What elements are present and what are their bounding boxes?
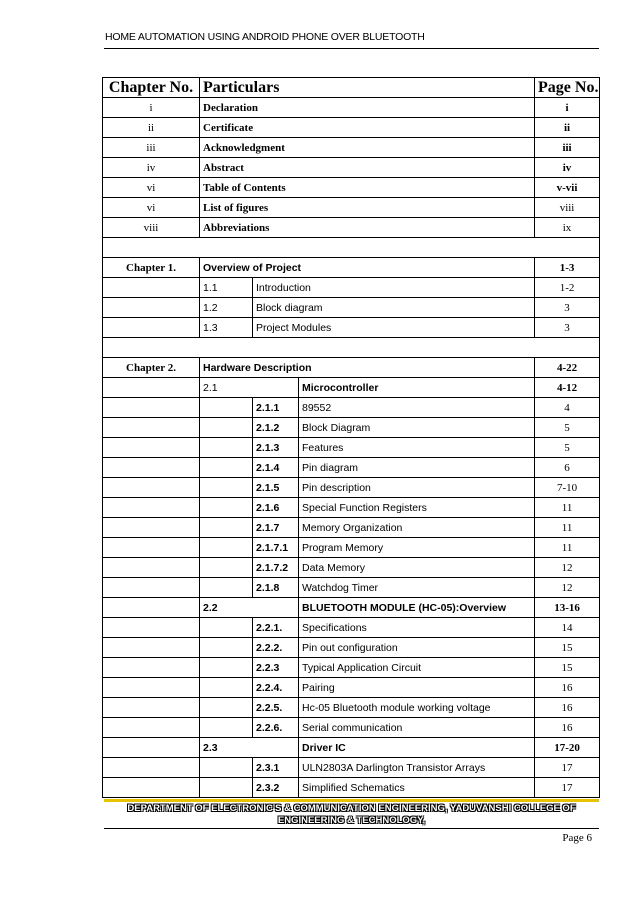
footer-band — [104, 799, 599, 802]
section-title: Project Modules — [253, 318, 535, 338]
empty-cell — [103, 598, 200, 618]
chapter-page: 4-22 — [535, 358, 600, 378]
empty-cell — [103, 558, 200, 578]
empty-cell — [103, 758, 200, 778]
subsection-title: Pairing — [299, 678, 535, 698]
subsection-row — [103, 478, 600, 498]
spacer-row — [103, 238, 600, 258]
subsection-row — [103, 538, 600, 558]
subsection-number: 2.2.6. — [253, 718, 299, 738]
empty-cell — [103, 778, 200, 798]
empty-cell — [103, 418, 200, 438]
subsection-number: 2.1.7.1 — [253, 538, 299, 558]
empty-cell — [200, 438, 253, 458]
subsection-title: Pin description — [299, 478, 535, 498]
section-row — [103, 378, 600, 398]
front-matter-title: List of figures — [200, 198, 535, 218]
empty-cell — [103, 578, 200, 598]
empty-cell — [200, 478, 253, 498]
subsection-page: 11 — [535, 538, 600, 558]
empty-cell — [103, 378, 200, 398]
empty-cell — [200, 658, 253, 678]
chapter-title: Hardware Description — [200, 358, 535, 378]
front-matter-number: vi — [103, 178, 200, 198]
chapter-label: Chapter 1. — [103, 258, 200, 278]
subsection-page: 14 — [535, 618, 600, 638]
front-matter-title: Abbreviations — [200, 218, 535, 238]
chapter-row — [103, 358, 600, 378]
front-matter-page: v-vii — [535, 178, 600, 198]
empty-cell — [103, 498, 200, 518]
subsection-row — [103, 518, 600, 538]
front-matter-title: Acknowledgment — [200, 138, 535, 158]
section-page: 3 — [535, 298, 600, 318]
subsection-page: 12 — [535, 578, 600, 598]
front-matter-number: ii — [103, 118, 200, 138]
section-title: Block diagram — [253, 298, 535, 318]
front-matter-row — [103, 158, 600, 178]
subsection-row — [103, 778, 600, 798]
front-matter-number: iv — [103, 158, 200, 178]
empty-cell — [200, 538, 253, 558]
section-title: Microcontroller — [299, 378, 535, 398]
section-row — [103, 598, 600, 618]
front-matter-page: ix — [535, 218, 600, 238]
subsection-row — [103, 458, 600, 478]
section-row — [103, 738, 600, 758]
subsection-number: 2.2.1. — [253, 618, 299, 638]
front-matter-page: viii — [535, 198, 600, 218]
subsection-title: ULN2803A Darlington Transistor Arrays — [299, 758, 535, 778]
subsection-number: 2.1.5 — [253, 478, 299, 498]
subsection-title: Typical Application Circuit — [299, 658, 535, 678]
section-row — [103, 318, 600, 338]
subsection-number: 2.2.3 — [253, 658, 299, 678]
subsection-title: Memory Organization — [299, 518, 535, 538]
header-rule — [104, 48, 599, 49]
department-footer — [104, 803, 599, 827]
subsection-number: 2.2.4. — [253, 678, 299, 698]
subsection-number: 2.1.8 — [253, 578, 299, 598]
empty-cell — [103, 438, 200, 458]
subsection-row — [103, 698, 600, 718]
empty-cell — [103, 738, 200, 758]
subsection-number: 2.1.7.2 — [253, 558, 299, 578]
empty-cell — [103, 398, 200, 418]
front-matter-number: iii — [103, 138, 200, 158]
subsection-number: 2.2.5. — [253, 698, 299, 718]
empty-cell — [200, 418, 253, 438]
front-matter-title: Abstract — [200, 158, 535, 178]
footer-rule — [104, 828, 599, 829]
front-matter-title: Table of Contents — [200, 178, 535, 198]
section-number: 1.3 — [200, 318, 253, 338]
empty-cell — [200, 558, 253, 578]
front-matter-row — [103, 118, 600, 138]
empty-cell — [200, 678, 253, 698]
front-matter-page: iv — [535, 158, 600, 178]
subsection-page: 5 — [535, 438, 600, 458]
section-title: BLUETOOTH MODULE (HC-05):Overview — [299, 598, 535, 618]
subsection-row — [103, 498, 600, 518]
front-matter-row — [103, 98, 600, 118]
page-number: Page 6 — [562, 832, 592, 844]
subsection-page: 7-10 — [535, 478, 600, 498]
empty-cell — [200, 618, 253, 638]
empty-cell — [200, 718, 253, 738]
section-number: 2.1 — [200, 378, 299, 398]
empty-cell — [200, 398, 253, 418]
chapter-column-header: Chapter No. — [103, 78, 200, 98]
empty-cell — [103, 278, 200, 298]
empty-cell — [103, 718, 200, 738]
subsection-number: 2.1.7 — [253, 518, 299, 538]
subsection-title: Special Function Registers — [299, 498, 535, 518]
empty-cell — [103, 698, 200, 718]
subsection-title: Pin out configuration — [299, 638, 535, 658]
table-header-row — [103, 78, 600, 98]
footer-line-2: ENGINEERING & TECHNOLOGY, — [277, 815, 426, 826]
empty-cell — [103, 638, 200, 658]
subsection-page: 6 — [535, 458, 600, 478]
subsection-title: Watchdog Timer — [299, 578, 535, 598]
subsection-number: 2.2.2. — [253, 638, 299, 658]
subsection-number: 2.1.2 — [253, 418, 299, 438]
subsection-page: 15 — [535, 638, 600, 658]
front-matter-row — [103, 178, 600, 198]
subsection-page: 17 — [535, 778, 600, 798]
chapter-page: 1-3 — [535, 258, 600, 278]
subsection-row — [103, 718, 600, 738]
subsection-page: 5 — [535, 418, 600, 438]
subsection-page: 16 — [535, 698, 600, 718]
front-matter-page: ii — [535, 118, 600, 138]
section-page: 4-12 — [535, 378, 600, 398]
footer-line-1: DEPARTMENT OF ELECTRONIC'S & COMMUNICATION ENGINEERING, YADUVANSHI COLLEGE OF — [127, 803, 576, 814]
subsection-title: Serial communication — [299, 718, 535, 738]
subsection-title: 89552 — [299, 398, 535, 418]
subsection-number: 2.1.3 — [253, 438, 299, 458]
front-matter-row — [103, 138, 600, 158]
subsection-title: Data Memory — [299, 558, 535, 578]
subsection-title: Pin diagram — [299, 458, 535, 478]
section-page: 1-2 — [535, 278, 600, 298]
section-page: 17-20 — [535, 738, 600, 758]
front-matter-title: Declaration — [200, 98, 535, 118]
chapter-row — [103, 258, 600, 278]
front-matter-number: vi — [103, 198, 200, 218]
subsection-title: Hc-05 Bluetooth module working voltage — [299, 698, 535, 718]
empty-cell — [103, 518, 200, 538]
subsection-number: 2.1.4 — [253, 458, 299, 478]
section-number: 2.3 — [200, 738, 299, 758]
subsection-page: 16 — [535, 678, 600, 698]
subsection-number: 2.3.1 — [253, 758, 299, 778]
empty-cell — [200, 758, 253, 778]
subsection-row — [103, 618, 600, 638]
subsection-page: 11 — [535, 518, 600, 538]
page-column-header: Page No. — [535, 78, 600, 98]
subsection-page: 15 — [535, 658, 600, 678]
subsection-page: 4 — [535, 398, 600, 418]
subsection-title: Features — [299, 438, 535, 458]
section-number: 1.1 — [200, 278, 253, 298]
subsection-row — [103, 398, 600, 418]
subsection-page: 17 — [535, 758, 600, 778]
subsection-row — [103, 638, 600, 658]
empty-cell — [103, 298, 200, 318]
section-row — [103, 298, 600, 318]
empty-cell — [200, 698, 253, 718]
section-number: 2.2 — [200, 598, 299, 618]
subsection-row — [103, 438, 600, 458]
subsection-row — [103, 558, 600, 578]
subsection-row — [103, 758, 600, 778]
section-row — [103, 278, 600, 298]
empty-cell — [103, 318, 200, 338]
subsection-title: Specifications — [299, 618, 535, 638]
front-matter-row — [103, 198, 600, 218]
empty-cell — [103, 618, 200, 638]
subsection-row — [103, 658, 600, 678]
subsection-number: 2.3.2 — [253, 778, 299, 798]
subsection-page: 12 — [535, 558, 600, 578]
table-of-contents — [102, 77, 600, 798]
chapter-title: Overview of Project — [200, 258, 535, 278]
empty-cell — [103, 658, 200, 678]
empty-cell — [200, 498, 253, 518]
subsection-title: Block Diagram — [299, 418, 535, 438]
subsection-page: 16 — [535, 718, 600, 738]
section-title: Introduction — [253, 278, 535, 298]
empty-cell — [200, 458, 253, 478]
empty-cell — [103, 678, 200, 698]
subsection-row — [103, 678, 600, 698]
subsection-row — [103, 418, 600, 438]
front-matter-row — [103, 218, 600, 238]
chapter-label: Chapter 2. — [103, 358, 200, 378]
subsection-number: 2.1.6 — [253, 498, 299, 518]
front-matter-title: Certificate — [200, 118, 535, 138]
section-number: 1.2 — [200, 298, 253, 318]
empty-cell — [103, 478, 200, 498]
empty-cell — [103, 458, 200, 478]
front-matter-number: viii — [103, 218, 200, 238]
empty-cell — [200, 578, 253, 598]
front-matter-number: i — [103, 98, 200, 118]
subsection-number: 2.1.1 — [253, 398, 299, 418]
section-page: 13-16 — [535, 598, 600, 618]
section-page: 3 — [535, 318, 600, 338]
empty-cell — [200, 638, 253, 658]
empty-cell — [200, 518, 253, 538]
subsection-page: 11 — [535, 498, 600, 518]
running-header: HOME AUTOMATION USING ANDROID PHONE OVER BLUETOOTH — [105, 31, 425, 43]
front-matter-page: iii — [535, 138, 600, 158]
spacer-row — [103, 338, 600, 358]
section-title: Driver IC — [299, 738, 535, 758]
subsection-row — [103, 578, 600, 598]
front-matter-page: i — [535, 98, 600, 118]
subsection-title: Program Memory — [299, 538, 535, 558]
empty-cell — [103, 538, 200, 558]
subsection-title: Simplified Schematics — [299, 778, 535, 798]
particulars-column-header: Particulars — [200, 78, 535, 98]
empty-cell — [200, 778, 253, 798]
